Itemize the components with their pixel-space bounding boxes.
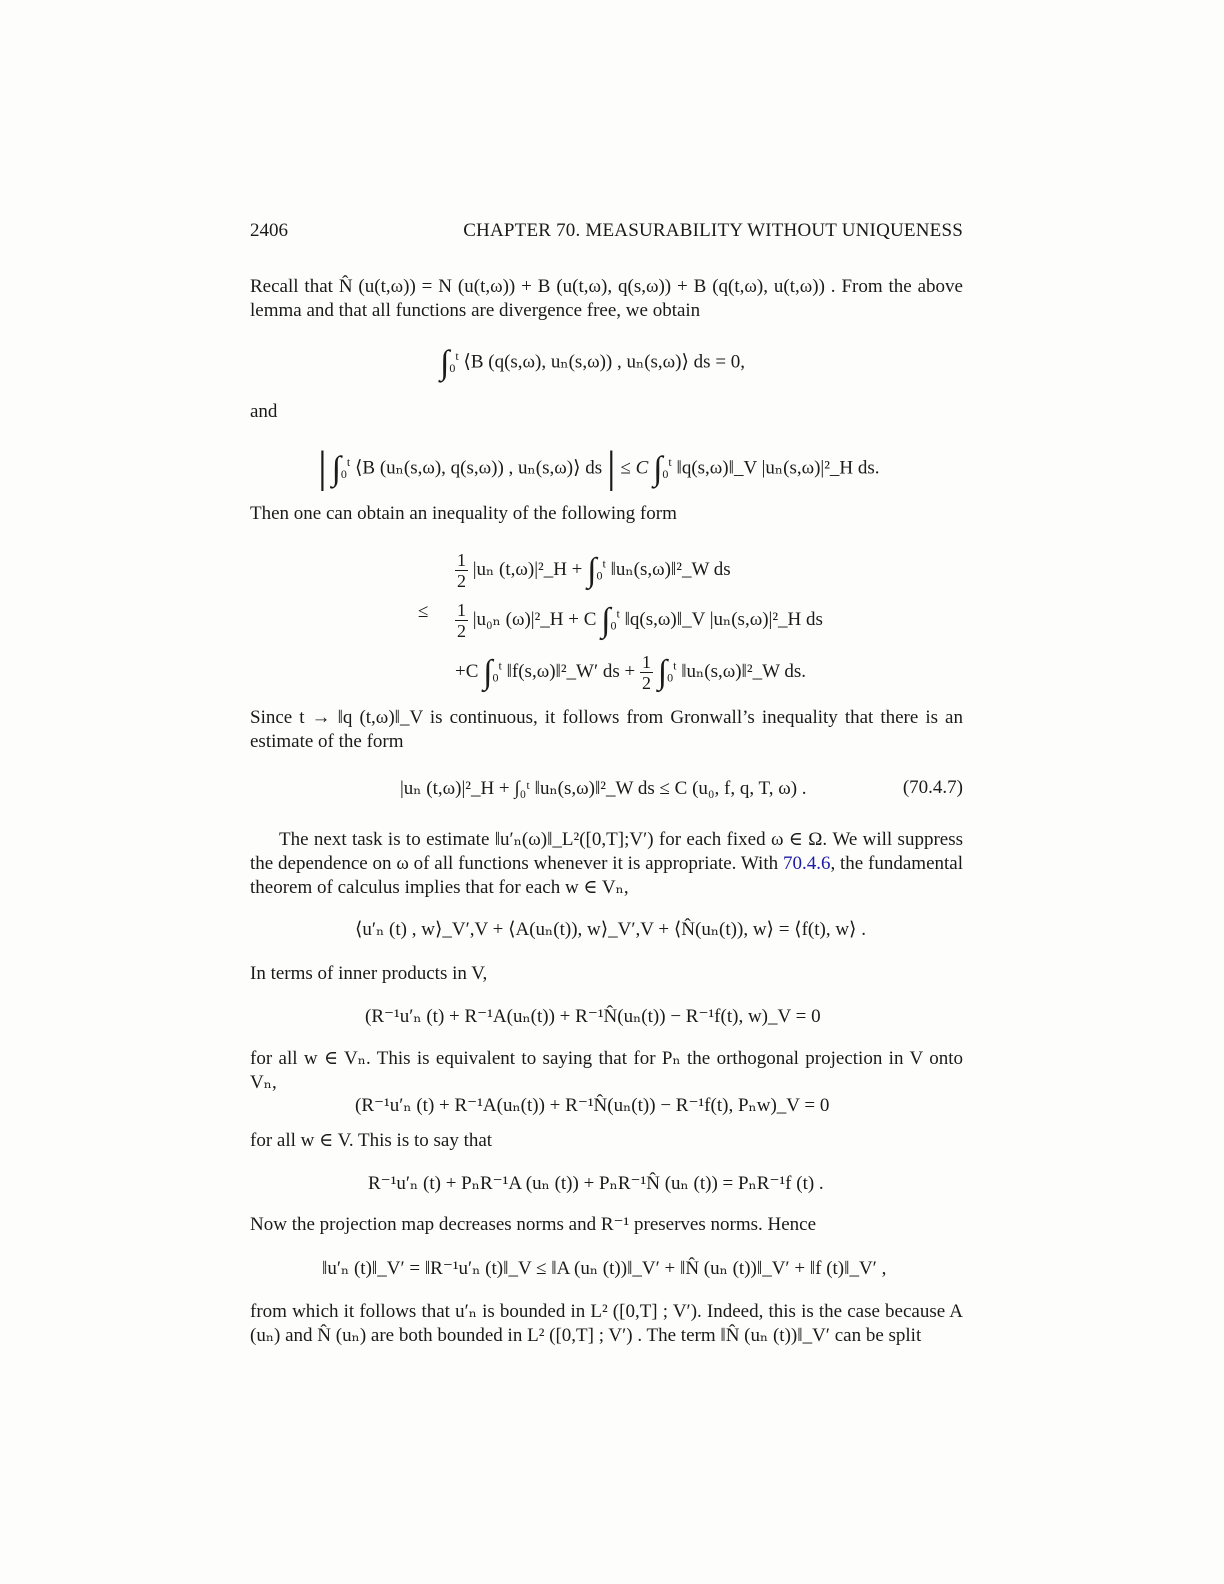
- equation-70-4-7: |uₙ (t,ω)|²_H + ∫₀ᵗ ‖uₙ(s,ω)‖²_W ds ≤ C (u₀, f, q, T, ω) .: [400, 778, 807, 799]
- equation-inner-product: (R⁻¹u′ₙ (t) + R⁻¹A(uₙ(t)) + R⁻¹N̂(uₙ(t)) − R⁻¹f(t), w)_V = 0: [365, 1006, 821, 1027]
- page: [250, 0, 963, 1584]
- paragraph-bounded: from which it follows that u′ₙ is bounded in L² ([0,T] ; V′). Indeed, this is the case because A (uₙ) and N̂ (uₙ) are both bounded in L² ([0,T] ; V′) . The term ‖N̂ (uₙ (t))‖_V′ can be split: [250, 1301, 963, 1346]
- abs-bar-right: |: [606, 442, 616, 492]
- upper-limit: t: [668, 455, 672, 469]
- equation-body: ⟨B (q(s,ω), uₙ(s,ω)) , uₙ(s,ω)⟩ ds = 0,: [463, 351, 746, 373]
- fraction-half: $\frac{1}{2}$: [457, 550, 466, 591]
- page-number: 2406: [250, 220, 288, 241]
- equation-right: ‖q(s,ω)‖_V |uₙ(s,ω)|²_H ds.: [676, 457, 880, 479]
- lower-limit: 0: [449, 361, 456, 376]
- integral-sign: ∫: [440, 344, 450, 382]
- integral-sign: ∫: [483, 653, 493, 691]
- upper-limit: t: [455, 349, 459, 363]
- fraction-half: $\frac{1}{2}$: [457, 600, 466, 641]
- integral-sign: ∫: [331, 450, 341, 488]
- chapter-title: CHAPTER 70. MEASURABILITY WITHOUT UNIQUENESS: [463, 220, 963, 241]
- inequality-line-3: +C $\int_0^t$ ‖f(s,ω)‖²_W′ ds + $\frac{1}{2}$ $\int_0^t$ ‖uₙ(s,ω)‖²_W ds.: [455, 652, 807, 693]
- equation-projected: (R⁻¹u′ₙ (t) + R⁻¹A(uₙ(t)) + R⁻¹N̂(uₙ(t)) − R⁻¹f(t), Pₙw)_V = 0: [355, 1095, 830, 1116]
- paragraph-to-say: for all w ∈ V. This is to say that: [250, 1130, 493, 1151]
- lower-limit: 0: [662, 467, 669, 482]
- equation-number: (70.4.7): [902, 777, 963, 798]
- fraction-half: $\frac{1}{2}$: [642, 652, 652, 693]
- constant-c: C: [635, 457, 649, 479]
- equation-weak-form: ⟨u′ₙ (t) , w⟩_V′,V + ⟨A(uₙ(t)), w⟩_V′,V + ⟨N̂(uₙ(t)), w⟩ = ⟨f(t), w⟩ .: [355, 919, 866, 940]
- inequality-line-1: $\frac{1}{2}$ |uₙ (t,ω)|²_H + $\int_0^t$ ‖uₙ(s,ω)‖²_W ds: [457, 550, 731, 591]
- equation-projection-form: R⁻¹u′ₙ (t) + PₙR⁻¹A (uₙ (t)) + PₙR⁻¹N̂ (uₙ (t)) = PₙR⁻¹f (t) .: [368, 1173, 824, 1194]
- paragraph-recall: Recall that N̂ (u(t,ω)) = N (u(t,ω)) + B (u(t,ω), q(s,ω)) + B (q(t,ω), u(t,ω)) . From the above lemma and that all functions are divergence free, we obtain: [250, 276, 963, 321]
- upper-limit: t: [346, 455, 351, 469]
- paragraph-gronwall: Since t → ‖q (t,ω)‖_V is continuous, it follows from Gronwall’s inequality that there is an estimate of the form: [250, 707, 963, 752]
- paragraph-norms: Now the projection map decreases norms and R⁻¹ preserves norms. Hence: [250, 1214, 817, 1235]
- paragraph-inner-products: In terms of inner products in V,: [250, 963, 488, 984]
- equation-divergence-free: [440, 344, 745, 380]
- integral-sign: ∫: [657, 653, 668, 691]
- integral-sign: ∫: [601, 601, 611, 639]
- abs-bar-left: |: [318, 442, 327, 492]
- equation-left: ⟨B (uₙ(s,ω), q(s,ω)) , uₙ(s,ω)⟩ ds: [354, 457, 603, 479]
- equation-norm-estimate: ‖u′ₙ (t)‖_V′ = ‖R⁻¹u′ₙ (t)‖_V ≤ ‖A (uₙ (t))‖_V′ + ‖N̂ (uₙ (t))‖_V′ + ‖f (t)‖_V′ ,: [322, 1258, 887, 1279]
- integral-sign: ∫: [587, 551, 597, 589]
- paragraph-next-task: The next task is to estimate ‖u′ₙ(ω)‖_L²([0,T];V′) for each fixed ω ∈ Ω. We will suppress the dependence on ω of all functions whenever it is appropriate. With 70.4.6, the fundamental theorem of calculus implies that for each w ∈ Vₙ,: [250, 829, 964, 898]
- paragraph-projection: for all w ∈ Vₙ. This is equivalent to saying that for Pₙ the orthogonal projection in V onto Vₙ,: [250, 1048, 963, 1093]
- lower-limit: 0: [340, 467, 347, 482]
- le-sign: ≤: [620, 457, 631, 479]
- paragraph-inequality-intro: Then one can obtain an inequality of the following form: [250, 503, 677, 524]
- equation-bound: [318, 442, 880, 492]
- inequality-line-2: $\frac{1}{2}$ |u₀ₙ (ω)|²_H + C $\int_0^t$ ‖q(s,ω)‖_V |uₙ(s,ω)|²_H ds: [457, 600, 823, 641]
- word-and: and: [250, 401, 278, 422]
- inequality-leq: ≤: [418, 601, 429, 622]
- equation-link-70-4-6[interactable]: 70.4.6: [782, 853, 831, 874]
- integral-sign: ∫: [653, 450, 663, 488]
